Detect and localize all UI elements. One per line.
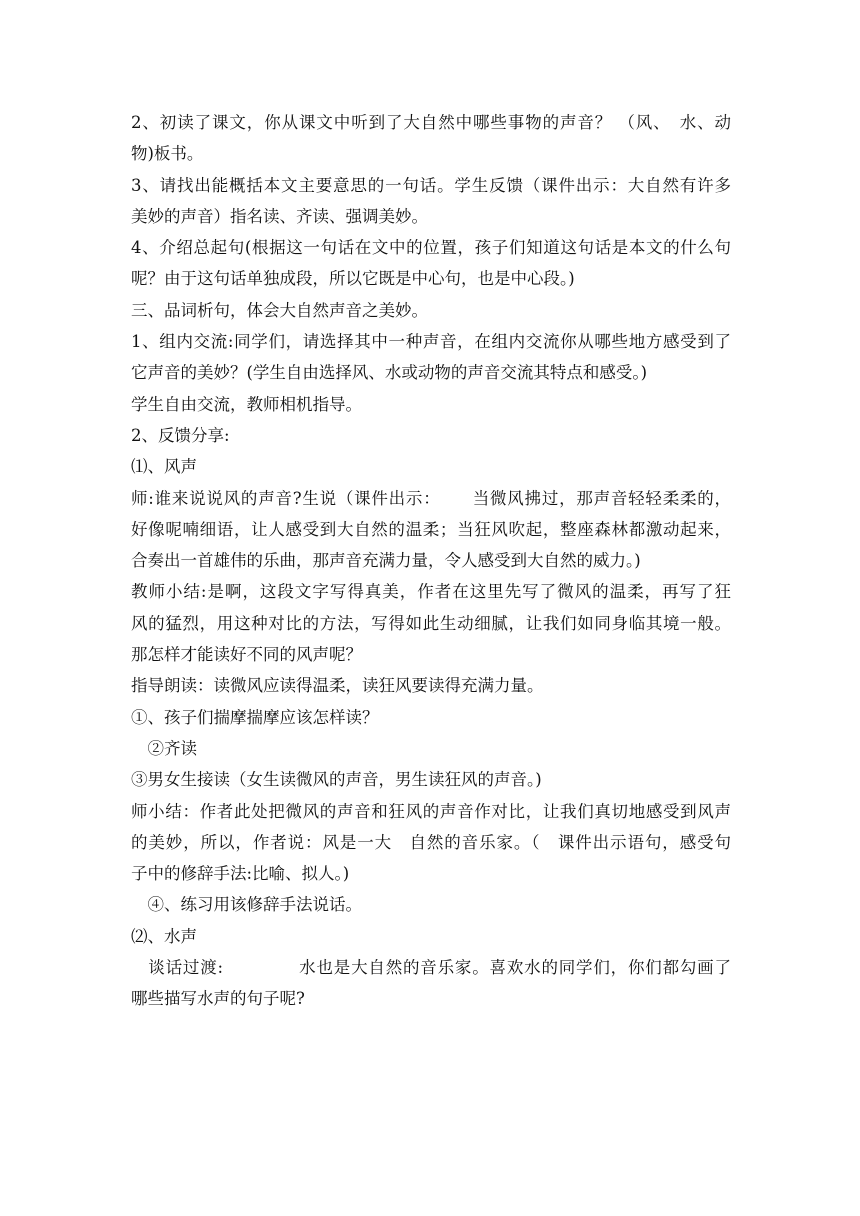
text-line: 3、请找出能概括本文主要意思的一句话。学生反馈（课件出示：大自然有许多 xyxy=(131,175,731,195)
text-line: 物)板书。 xyxy=(131,144,204,164)
text-line: 学生自由交流，教师相机指导。 xyxy=(131,394,362,414)
text-line: 1、组内交流:同学们，请选择其中一种声音，在组内交流你从哪些地方感受到了 xyxy=(131,332,731,352)
text-line: ①、孩子们揣摩揣摩应该怎样读？ xyxy=(131,707,379,727)
text-line: 哪些描写水声的句子呢? xyxy=(131,989,305,1009)
text-line: 美妙的声音）指名读、齐读、强调美妙。 xyxy=(131,206,428,226)
text-line: 指导朗读：读微风应读得温柔，读狂风要读得充满力量。 xyxy=(131,676,544,696)
text-line: 三、品词析句，体会大自然声音之美妙。 xyxy=(131,300,428,320)
text-line: 那怎样才能读好不同的风声呢？ xyxy=(131,645,362,665)
text-line: 它声音的美妙？(学生自由选择风、水或动物的声音交流其特点和感受。) xyxy=(131,363,648,383)
text-line: 2、初读了课文，你从课文中听到了大自然中哪些事物的声音？ （风、 水、动 xyxy=(131,113,731,132)
text-line: ⑵、水声 xyxy=(131,926,197,946)
text-line: 谈话过渡: 水也是大自然的音乐家。喜欢水的同学们，你们都勾画了 xyxy=(131,958,731,978)
text-line: 4、介绍总起句(根据这一句话在文中的位置，孩子们知道这句话是本文的什么句 xyxy=(131,238,731,258)
document-body xyxy=(131,107,731,1015)
text-line: 风的猛烈，用这种对比的方法，写得如此生动细腻，让我们如同身临其境一般。 xyxy=(131,613,731,633)
text-line: 师:谁来说说风的声音?生说（课件出示： 当微风拂过，那声音轻轻柔柔的， xyxy=(131,488,731,508)
text-line: ⑴、风声 xyxy=(131,457,197,477)
text-line: 教师小结:是啊，这段文字写得真美，作者在这里先写了微风的温柔，再写了狂 xyxy=(131,582,731,602)
text-line: 好像呢喃细语，让人感受到大自然的温柔；当狂风吹起，整座森林都激动起来， xyxy=(131,519,731,539)
text-line: 合奏出一首雄伟的乐曲，那声音充满力量，令人感受到大自然的威力。) xyxy=(131,551,641,571)
text-line: 的美妙，所以，作者说：风是一大 自然的音乐家。（ 课件出示语句，感受句 xyxy=(131,832,731,852)
text-line: 子中的修辞手法:比喻、拟人。) xyxy=(131,864,350,884)
text-line: ③男女生接读（女生读微风的声音，男生读狂风的声音。) xyxy=(131,770,542,790)
text-line: 师小结：作者此处把微风的声音和狂风的声音作对比，让我们真切地感受到风声 xyxy=(131,801,731,821)
text-line: ②齐读 xyxy=(131,738,197,758)
text-line: ④、练习用该修辞手法说话。 xyxy=(131,895,362,915)
text-line: 2、反馈分享: xyxy=(131,425,230,445)
text-line: 呢？由于这句话单独成段，所以它既是中心句，也是中心段。) xyxy=(131,269,575,289)
